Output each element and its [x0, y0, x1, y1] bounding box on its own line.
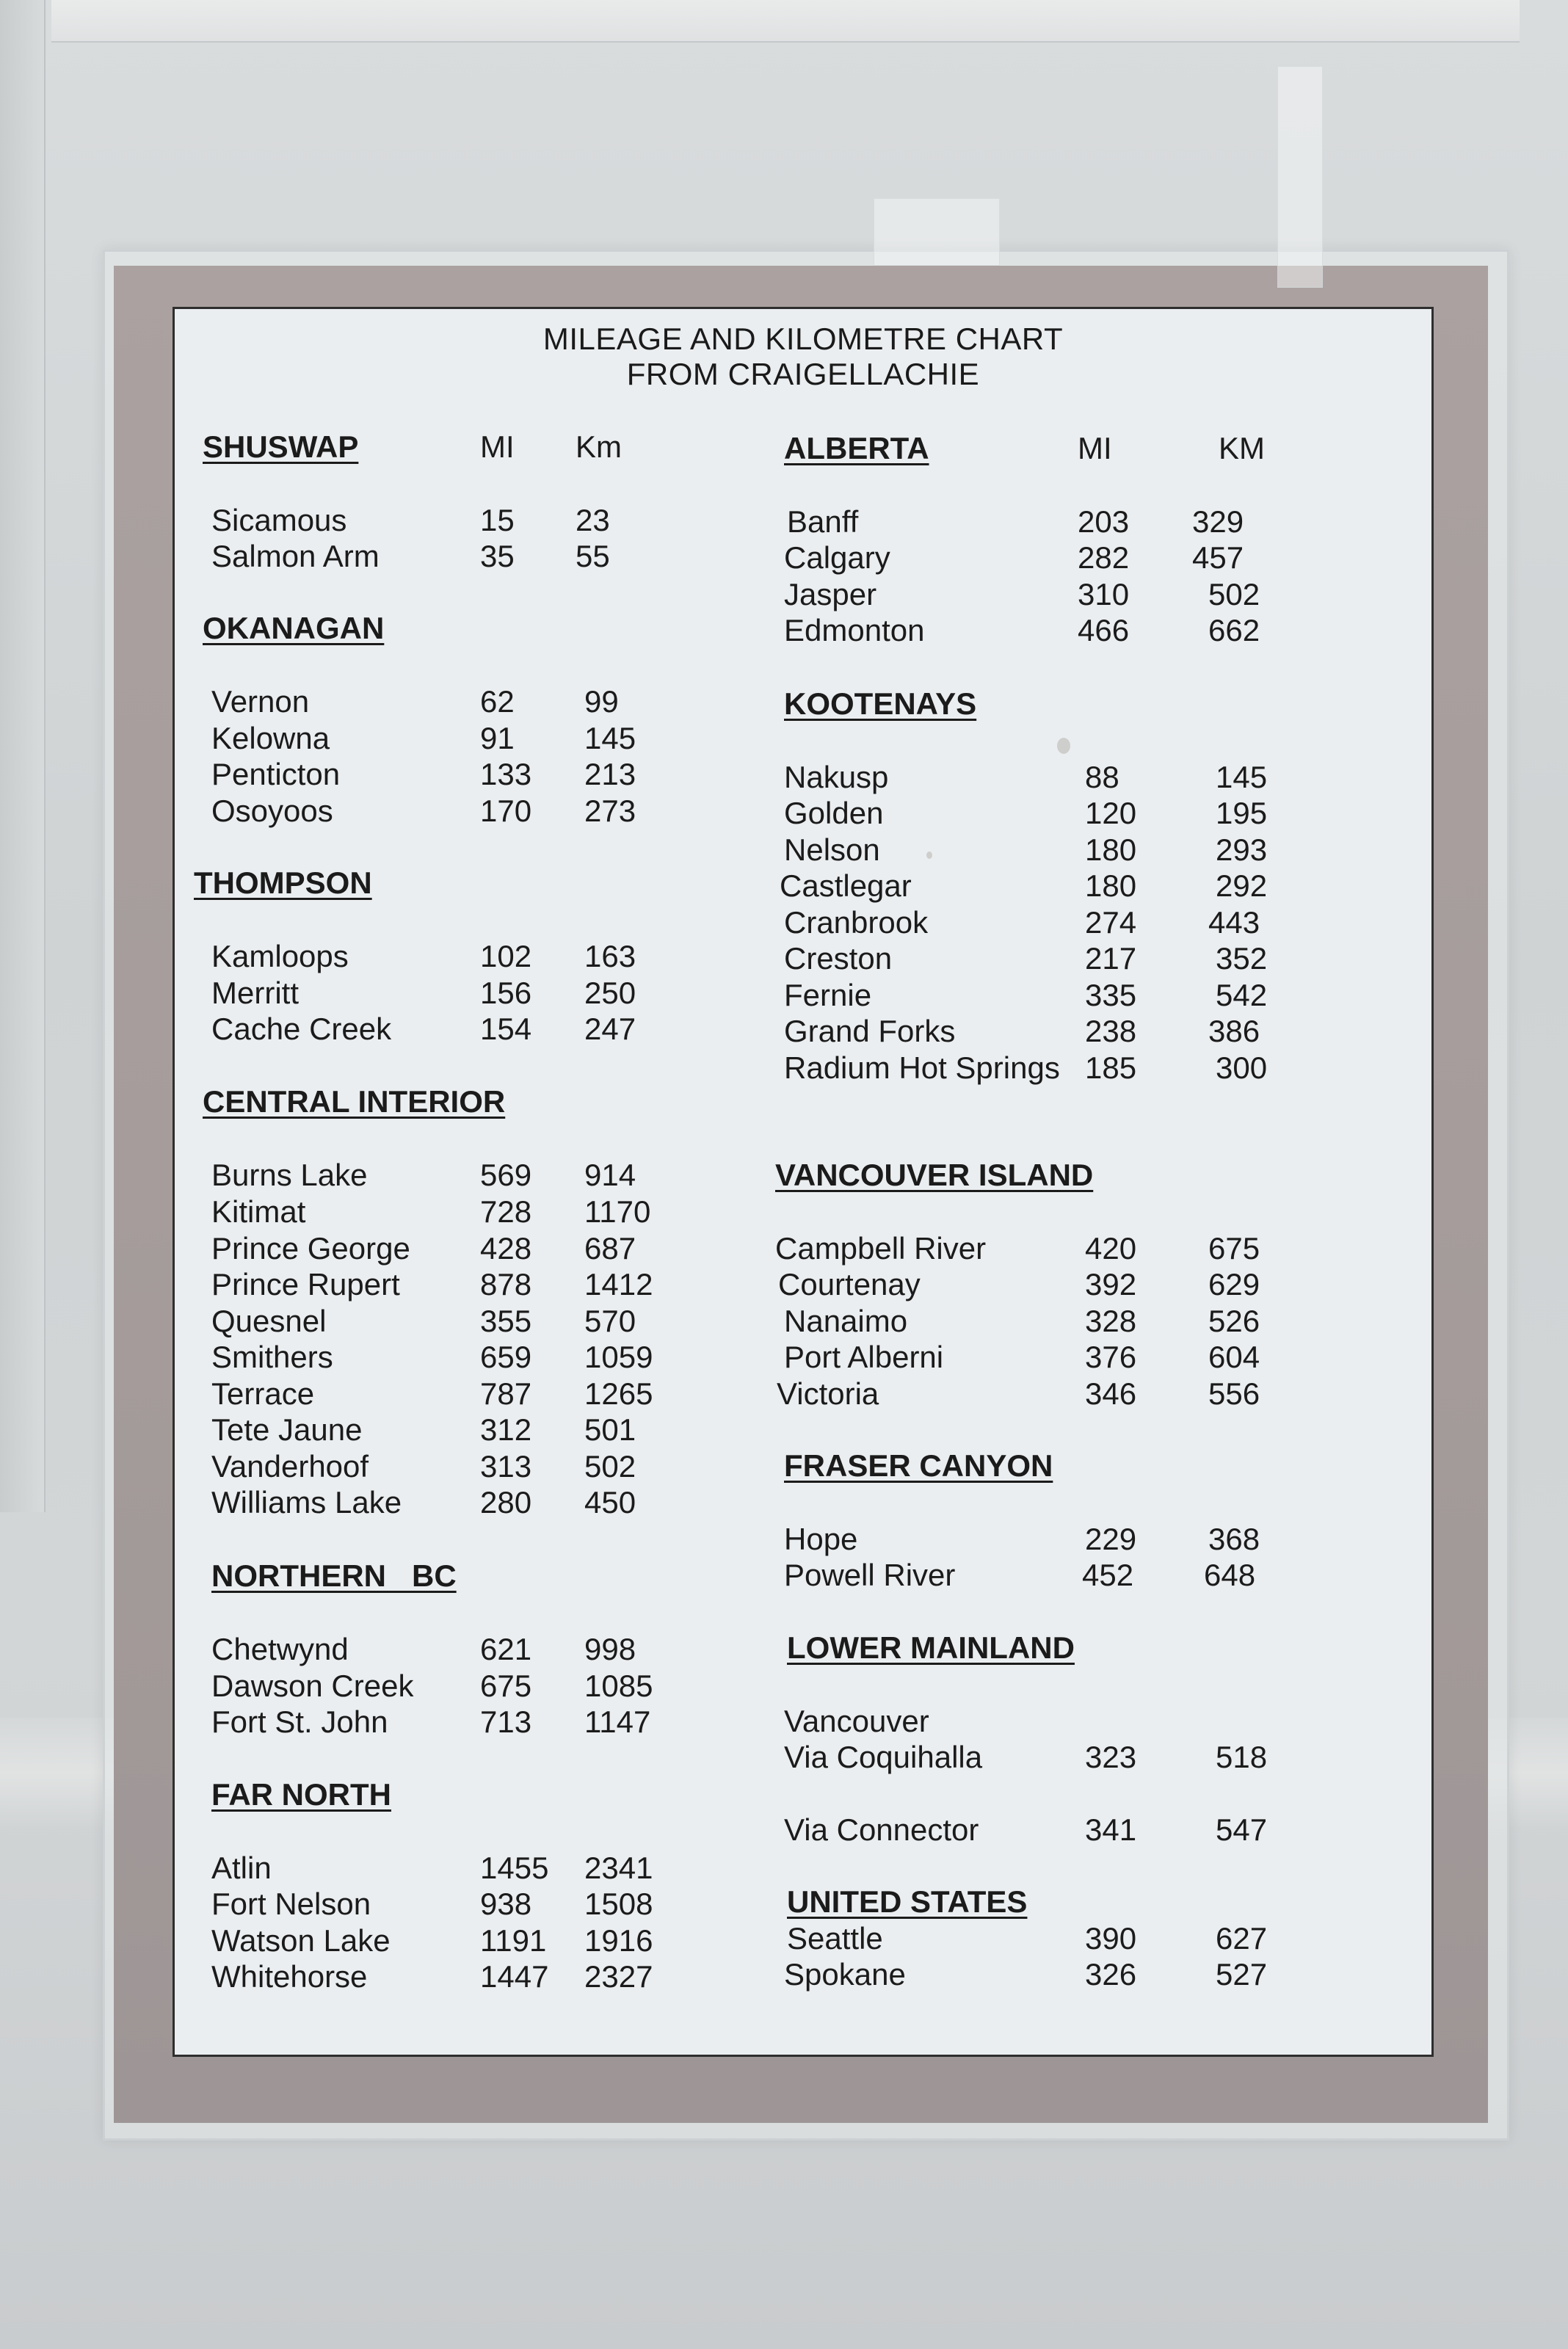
place-name: Quesnel — [211, 1304, 327, 1338]
place-name: Grand Forks — [784, 1014, 956, 1048]
km-value: 250 — [584, 976, 636, 1010]
km-value: 99 — [584, 684, 619, 719]
place-name: Courtenay — [778, 1267, 921, 1301]
km-column-label: Km — [576, 429, 622, 464]
miles-value: 170 — [480, 794, 532, 828]
miles-value: 310 — [1078, 577, 1130, 611]
km-value: 329 — [1192, 504, 1244, 539]
place-name: Kitimat — [211, 1194, 306, 1229]
place-name: Tete Jaune — [211, 1412, 363, 1447]
km-value: 627 — [1216, 1921, 1268, 1956]
miles-value: 88 — [1085, 760, 1119, 794]
miles-value: 346 — [1085, 1376, 1137, 1411]
place-name: Fort St. John — [211, 1704, 388, 1739]
section-header-shuswap: SHUSWAP — [203, 429, 359, 464]
km-value: 1085 — [584, 1669, 653, 1703]
place-name: Kamloops — [211, 939, 349, 973]
place-name: Edmonton — [784, 613, 925, 647]
place-name: Fernie — [784, 978, 872, 1012]
miles-value: 878 — [480, 1267, 532, 1301]
km-value: 542 — [1216, 978, 1268, 1012]
km-value: 998 — [584, 1632, 636, 1666]
place-name: Spokane — [784, 1957, 906, 1992]
miles-value: 229 — [1085, 1522, 1137, 1556]
km-value: 502 — [584, 1449, 636, 1484]
miles-value: 312 — [480, 1412, 532, 1447]
miles-value: 659 — [480, 1340, 532, 1374]
place-name: Fort Nelson — [211, 1887, 371, 1921]
place-name: Nakusp — [784, 760, 889, 794]
miles-value: 420 — [1085, 1231, 1137, 1266]
km-value: 648 — [1204, 1558, 1256, 1592]
km-value: 2341 — [584, 1851, 653, 1885]
miles-value: 120 — [1085, 796, 1137, 830]
miles-value: 35 — [480, 539, 515, 573]
miles-value: 335 — [1085, 978, 1137, 1012]
place-name: Port Alberni — [784, 1340, 944, 1374]
miles-value: 238 — [1085, 1014, 1137, 1048]
miles-value: 390 — [1085, 1921, 1137, 1956]
km-value: 292 — [1216, 868, 1268, 903]
km-value: 570 — [584, 1304, 636, 1338]
km-value: 1147 — [584, 1704, 651, 1739]
miles-value: 1191 — [480, 1923, 547, 1958]
miles-value: 341 — [1085, 1812, 1137, 1847]
miles-value: 102 — [480, 939, 532, 973]
section-header-fraser-canyon: FRASER CANYON — [784, 1448, 1053, 1483]
section-header-vancouver-island: VANCOUVER ISLAND — [775, 1158, 1094, 1192]
km-value: 604 — [1208, 1340, 1260, 1374]
section-header-central-interior: CENTRAL INTERIOR — [203, 1084, 506, 1119]
km-value: 527 — [1216, 1957, 1268, 1992]
section-header-lower-mainland: LOWER MAINLAND — [787, 1630, 1075, 1665]
place-name: Via Connector — [784, 1812, 979, 1847]
km-column-label: KM — [1219, 431, 1265, 465]
miles-value: 728 — [480, 1194, 532, 1229]
place-name: Radium Hot Springs — [784, 1050, 1060, 1085]
km-value: 629 — [1208, 1267, 1260, 1301]
km-value: 675 — [1208, 1231, 1260, 1266]
km-value: 1059 — [584, 1340, 653, 1374]
miles-value: 713 — [480, 1704, 532, 1739]
place-name: Via Coquihalla — [784, 1740, 983, 1774]
km-value: 247 — [584, 1012, 636, 1046]
miles-value: 452 — [1082, 1558, 1134, 1592]
place-name: Hope — [784, 1522, 858, 1556]
miles-value: 355 — [480, 1304, 532, 1338]
km-value: 547 — [1216, 1812, 1268, 1847]
km-value: 300 — [1216, 1050, 1268, 1085]
miles-value: 280 — [480, 1485, 532, 1520]
km-value: 443 — [1208, 905, 1260, 940]
section-header-northern-bc: NORTHERN BC — [211, 1558, 457, 1593]
place-name: Smithers — [211, 1340, 333, 1374]
km-value: 1265 — [584, 1376, 653, 1411]
km-value: 914 — [584, 1158, 636, 1192]
km-value: 145 — [1216, 760, 1268, 794]
place-name: Merritt — [211, 976, 299, 1010]
miles-value: 787 — [480, 1376, 532, 1411]
miles-value: 938 — [480, 1887, 532, 1921]
km-value: 556 — [1208, 1376, 1260, 1411]
miles-value: 376 — [1085, 1340, 1137, 1374]
place-name: Penticton — [211, 757, 341, 791]
miles-value: 323 — [1085, 1740, 1137, 1774]
miles-value: 1447 — [480, 1959, 549, 1994]
place-name: Whitehorse — [211, 1959, 368, 1994]
mi-column-label: MI — [480, 429, 515, 464]
place-name: Golden — [784, 796, 884, 830]
tape-strip-vertical — [1277, 66, 1323, 288]
km-value: 526 — [1208, 1304, 1260, 1338]
km-value: 502 — [1208, 577, 1260, 611]
place-name: Vanderhoof — [211, 1449, 369, 1484]
mi-column-label: MI — [1078, 431, 1112, 465]
chart-title-line2: FROM CRAIGELLACHIE — [626, 357, 980, 391]
place-name: Prince George — [211, 1231, 410, 1266]
miles-value: 154 — [480, 1012, 532, 1046]
km-value: 1412 — [584, 1267, 653, 1301]
place-name: Cache Creek — [211, 1012, 392, 1046]
km-value: 457 — [1192, 540, 1244, 575]
miles-value: 392 — [1085, 1267, 1137, 1301]
km-value: 662 — [1208, 613, 1260, 647]
place-name: Watson Lake — [211, 1923, 391, 1958]
paper-above-sign — [51, 0, 1520, 43]
miles-value: 328 — [1085, 1304, 1137, 1338]
km-value: 23 — [576, 503, 610, 537]
miles-value: 274 — [1085, 905, 1137, 940]
miles-value: 313 — [480, 1449, 532, 1484]
place-name: Calgary — [784, 540, 890, 575]
place-name: Castlegar — [780, 868, 912, 903]
miles-value: 282 — [1078, 540, 1130, 575]
place-name: Kelowna — [211, 721, 330, 755]
wall-panel-edge — [0, 0, 46, 1512]
place-name: Campbell River — [775, 1231, 987, 1266]
section-header-far-north: FAR NORTH — [211, 1777, 391, 1812]
km-value: 2327 — [584, 1959, 653, 1994]
km-value: 163 — [584, 939, 636, 973]
km-value: 1508 — [584, 1887, 653, 1921]
section-header-alberta: ALBERTA — [784, 431, 929, 465]
place-name: Sicamous — [211, 503, 347, 537]
tape-strip — [874, 198, 1000, 266]
miles-value: 62 — [480, 684, 515, 719]
place-name: Osoyoos — [211, 794, 333, 828]
km-value: 55 — [576, 539, 610, 573]
place-name: Cranbrook — [784, 905, 929, 940]
stain — [1057, 738, 1070, 754]
place-name: Chetwynd — [211, 1632, 349, 1666]
place-name: Vernon — [211, 684, 310, 719]
city-name: Vancouver — [784, 1704, 929, 1738]
miles-value: 15 — [480, 503, 515, 537]
place-name: Jasper — [784, 577, 877, 611]
place-name: Salmon Arm — [211, 539, 380, 573]
miles-value: 569 — [480, 1158, 532, 1192]
km-value: 518 — [1216, 1740, 1268, 1774]
section-header-united-states: UNITED STATES — [787, 1884, 1028, 1919]
place-name: Victoria — [777, 1376, 879, 1411]
km-value: 450 — [584, 1485, 636, 1520]
place-name: Prince Rupert — [211, 1267, 400, 1301]
miles-value: 675 — [480, 1669, 532, 1703]
km-value: 273 — [584, 794, 636, 828]
miles-value: 326 — [1085, 1957, 1137, 1992]
place-name: Creston — [784, 941, 893, 976]
section-header-okanagan: OKANAGAN — [203, 611, 385, 645]
km-value: 368 — [1208, 1522, 1260, 1556]
section-header-thompson: THOMPSON — [194, 865, 372, 900]
miles-value: 428 — [480, 1231, 532, 1266]
miles-value: 203 — [1078, 504, 1130, 539]
miles-value: 91 — [480, 721, 515, 755]
chart-title-line1: MILEAGE AND KILOMETRE CHART — [542, 322, 1064, 356]
place-name: Atlin — [211, 1851, 272, 1885]
stain — [926, 852, 932, 859]
miles-value: 180 — [1085, 868, 1137, 903]
place-name: Nanaimo — [784, 1304, 908, 1338]
place-name: Dawson Creek — [211, 1669, 414, 1703]
km-value: 213 — [584, 757, 636, 791]
km-value: 501 — [584, 1412, 636, 1447]
miles-value: 133 — [480, 757, 532, 791]
place-name: Williams Lake — [211, 1485, 402, 1520]
km-value: 145 — [584, 721, 636, 755]
section-header-kootenays: KOOTENAYS — [784, 686, 977, 721]
miles-value: 1455 — [480, 1851, 549, 1885]
km-value: 293 — [1216, 832, 1268, 867]
place-name: Nelson — [784, 832, 880, 867]
miles-value: 621 — [480, 1632, 532, 1666]
km-value: 1916 — [584, 1923, 653, 1958]
km-value: 195 — [1216, 796, 1268, 830]
miles-value: 217 — [1085, 941, 1137, 976]
km-value: 1170 — [584, 1194, 651, 1229]
place-name: Powell River — [784, 1558, 956, 1592]
place-name: Terrace — [211, 1376, 315, 1411]
place-name: Burns Lake — [211, 1158, 368, 1192]
km-value: 687 — [584, 1231, 636, 1266]
km-value: 352 — [1216, 941, 1268, 976]
miles-value: 156 — [480, 976, 532, 1010]
miles-value: 185 — [1085, 1050, 1137, 1085]
km-value: 386 — [1208, 1014, 1260, 1048]
place-name: Banff — [787, 504, 859, 539]
miles-value: 466 — [1078, 613, 1130, 647]
place-name: Seattle — [787, 1921, 883, 1956]
miles-value: 180 — [1085, 832, 1137, 867]
